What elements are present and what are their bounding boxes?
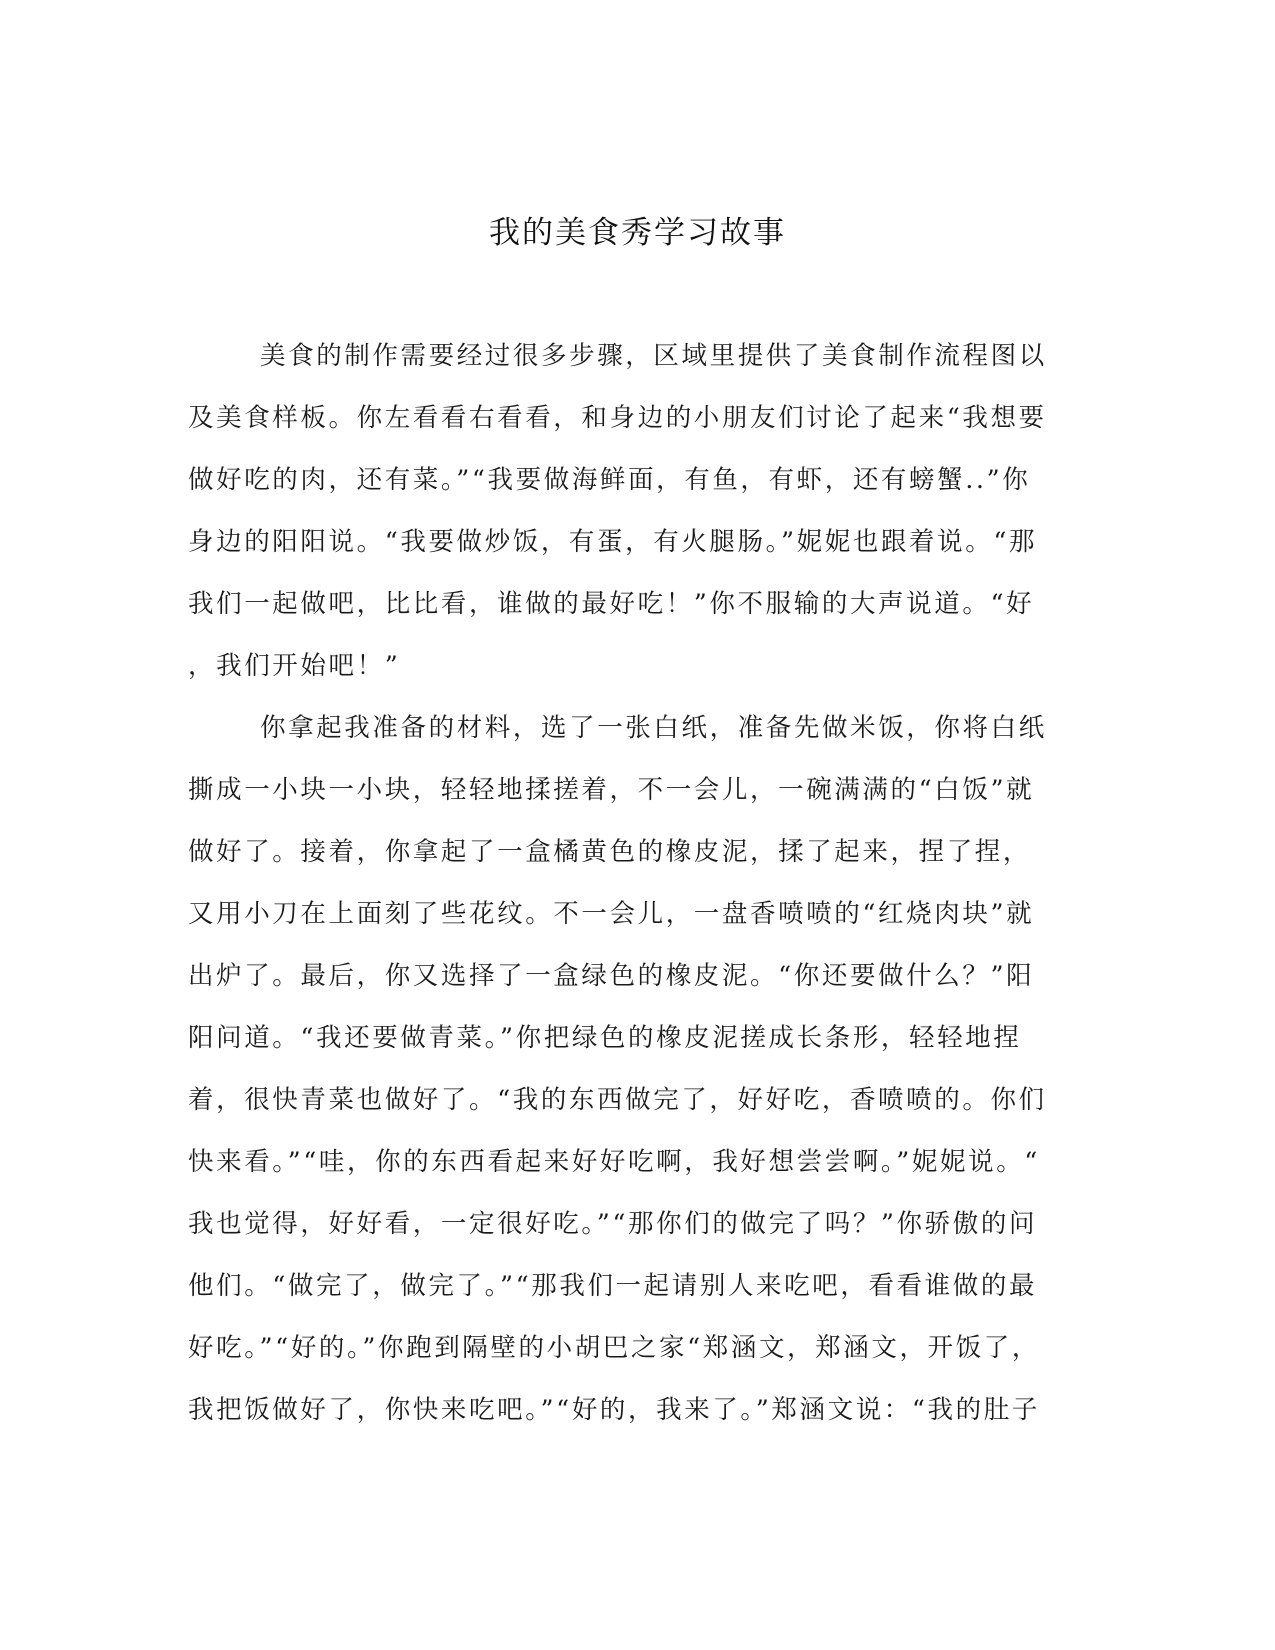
text-line: 做好吃的肉，还有菜。”“我要做海鲜面，有鱼，有虾，还有螃蟹..”你 <box>188 465 1031 495</box>
text-line: 你拿起我准备的材料，选了一张白纸，准备先做米饭，你将白纸 <box>260 713 1047 743</box>
document-title: 我的美食秀学习故事 <box>489 215 786 251</box>
text-line: 出炉了。最后，你又选择了一盒绿色的橡皮泥。“你还要做什么？”阳 <box>188 961 1035 991</box>
paragraph-2 <box>188 697 1098 1441</box>
text-line: 撕成一小块一小块，轻轻地揉搓着，不一会儿，一碗满满的“白饭”就 <box>188 775 1035 805</box>
text-line: 做好了。接着，你拿起了一盒橘黄色的橡皮泥，揉了起来，捏了捏， <box>188 837 1032 867</box>
text-line: 着，很快青菜也做好了。“我的东西做完了，好好吃，香喷喷的。你们 <box>188 1085 1047 1115</box>
text-line: 我把饭做好了，你快来吃吧。”“好的，我来了。”郑涵文说：“我的肚子 <box>188 1395 1040 1425</box>
text-line: 及美食样板。你左看看右看看，和身边的小朋友们讨论了起来“我想要 <box>188 403 1047 433</box>
text-line: 我也觉得，好好看，一定很好吃。”“那你们的做完了吗？”你骄傲的问 <box>188 1209 1038 1239</box>
text-line: 身边的阳阳说。“我要做炒饭，有蛋，有火腿肠。”妮妮也跟着说。“那 <box>188 527 1038 557</box>
text-line: 又用小刀在上面刻了些花纹。不一会儿，一盘香喷喷的“红烧肉块”就 <box>188 899 1035 929</box>
text-line: 好吃。”“好的。”你跑到隔壁的小胡巴之家“郑涵文，郑涵文，开饭了， <box>188 1333 1040 1363</box>
text-line: 他们。“做完了，做完了。”“那我们一起请别人来吃吧，看看谁做的最 <box>188 1271 1038 1301</box>
paragraph-1 <box>188 325 1098 697</box>
text-line: 美食的制作需要经过很多步骤，区域里提供了美食制作流程图以 <box>260 341 1047 371</box>
text-line: 阳问道。“我还要做青菜。”你把绿色的橡皮泥搓成长条形，轻轻地捏 <box>188 1023 1022 1053</box>
text-line: ，我们开始吧！” <box>188 651 401 681</box>
document-body <box>188 325 1098 1441</box>
text-line: 快来看。”“哇，你的东西看起来好好吃啊，我好想尝尝啊。”妮妮说。“ <box>188 1147 1040 1177</box>
text-line: 我们一起做吧，比比看，谁做的最好吃！”你不服输的大声说道。“好 <box>188 589 1035 619</box>
